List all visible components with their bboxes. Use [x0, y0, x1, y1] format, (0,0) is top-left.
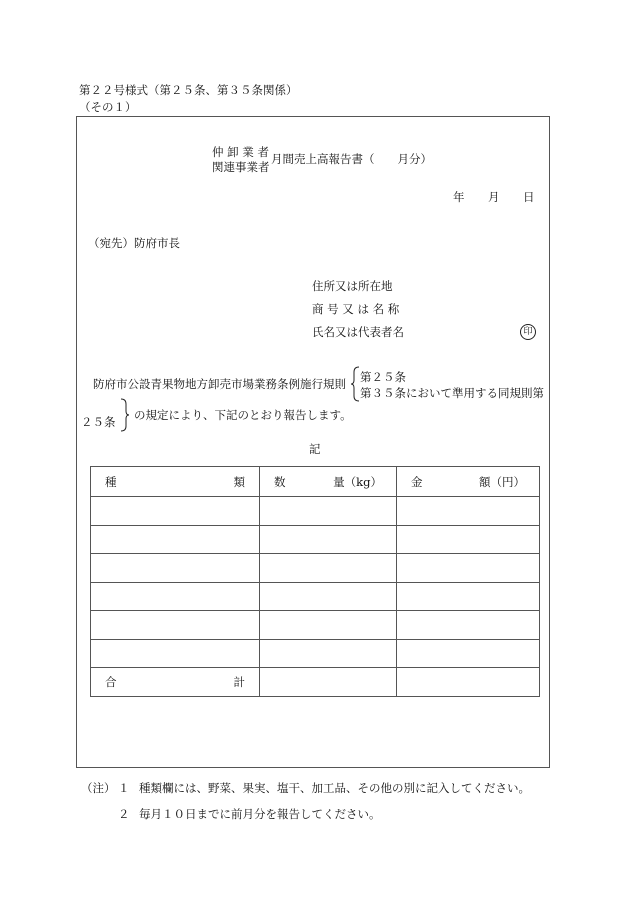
seal-icon: 印	[520, 324, 536, 340]
note-2-text: 毎月１０日までに前月分を報告してください。	[139, 807, 381, 821]
type-cell[interactable]	[91, 554, 260, 583]
total-amount-cell[interactable]	[397, 668, 540, 697]
quantity-cell[interactable]	[260, 525, 397, 554]
amount-cell[interactable]	[397, 582, 540, 611]
note-2-number: ２	[118, 807, 130, 821]
type-cell[interactable]	[91, 497, 260, 526]
quantity-cell[interactable]	[260, 582, 397, 611]
quantity-cell[interactable]	[260, 497, 397, 526]
table-row	[91, 611, 540, 640]
header-type	[91, 467, 260, 497]
header-quantity-left: 数	[274, 474, 286, 489]
option-article-35: 第３５条において準用する同規則第	[360, 386, 544, 400]
title-line-top: 仲 卸 業 者	[212, 145, 269, 159]
option-article-25: 第２５条	[360, 370, 406, 384]
table-row	[91, 554, 540, 583]
table-row	[91, 582, 540, 611]
right-brace-icon	[119, 398, 131, 432]
amount-cell[interactable]	[397, 611, 540, 640]
quantity-cell[interactable]	[260, 554, 397, 583]
report-table	[90, 466, 540, 697]
header-type-left: 種	[105, 474, 117, 489]
table-row	[91, 525, 540, 554]
quantity-cell[interactable]	[260, 611, 397, 640]
quantity-cell[interactable]	[260, 639, 397, 668]
date-year: 年	[453, 190, 465, 204]
table-row	[91, 497, 540, 526]
header-amount	[397, 467, 540, 497]
date-month: 月	[488, 190, 500, 204]
form-variant: （その１）	[79, 100, 137, 114]
amount-cell[interactable]	[397, 525, 540, 554]
seal-mark	[520, 323, 536, 340]
report-statement: の規定により、下記のとおり報告します。	[134, 408, 352, 422]
total-label-right: 計	[233, 674, 245, 689]
name-label: 氏名又は代表者名	[312, 325, 404, 339]
header-type-right: 類	[233, 474, 245, 489]
title-line-bottom: 関連事業者	[212, 160, 270, 174]
type-cell[interactable]	[91, 611, 260, 640]
addressee: （宛先）防府市長	[88, 236, 180, 250]
total-quantity-cell[interactable]	[260, 668, 397, 697]
type-cell[interactable]	[91, 582, 260, 611]
note-1-text: 種類欄には、野菜、果実、塩干、加工品、その他の別に記入してください。	[139, 781, 530, 795]
amount-cell[interactable]	[397, 554, 540, 583]
trade-name-label: 商 号 又 は 名 称	[312, 302, 400, 316]
header-quantity	[260, 467, 397, 497]
amount-cell[interactable]	[397, 497, 540, 526]
table-row	[91, 639, 540, 668]
table-header-row	[91, 467, 540, 497]
total-label-left: 合	[105, 674, 117, 689]
header-amount-right: 額（円）	[479, 474, 525, 489]
notes-label: （注）	[81, 781, 116, 795]
type-cell[interactable]	[91, 525, 260, 554]
amount-cell[interactable]	[397, 639, 540, 668]
header-quantity-right: 量（kg）	[333, 474, 382, 489]
page-title: 月間売上高報告書（ 月分）	[271, 152, 432, 166]
type-cell[interactable]	[91, 639, 260, 668]
date-day: 日	[523, 190, 535, 204]
total-row	[91, 668, 540, 697]
article-continuation-prefix: ２５条	[81, 415, 116, 429]
note-1-number: １	[118, 781, 130, 795]
total-label-cell	[91, 668, 260, 697]
header-amount-left: 金	[411, 474, 423, 489]
rule-name: 防府市公設青果物地方卸売市場業務条例施行規則	[93, 377, 346, 391]
address-label: 住所又は所在地	[312, 279, 393, 293]
form-number: 第２２号様式（第２５条、第３５条関係）	[79, 83, 298, 97]
ki-heading: 記	[309, 442, 321, 456]
